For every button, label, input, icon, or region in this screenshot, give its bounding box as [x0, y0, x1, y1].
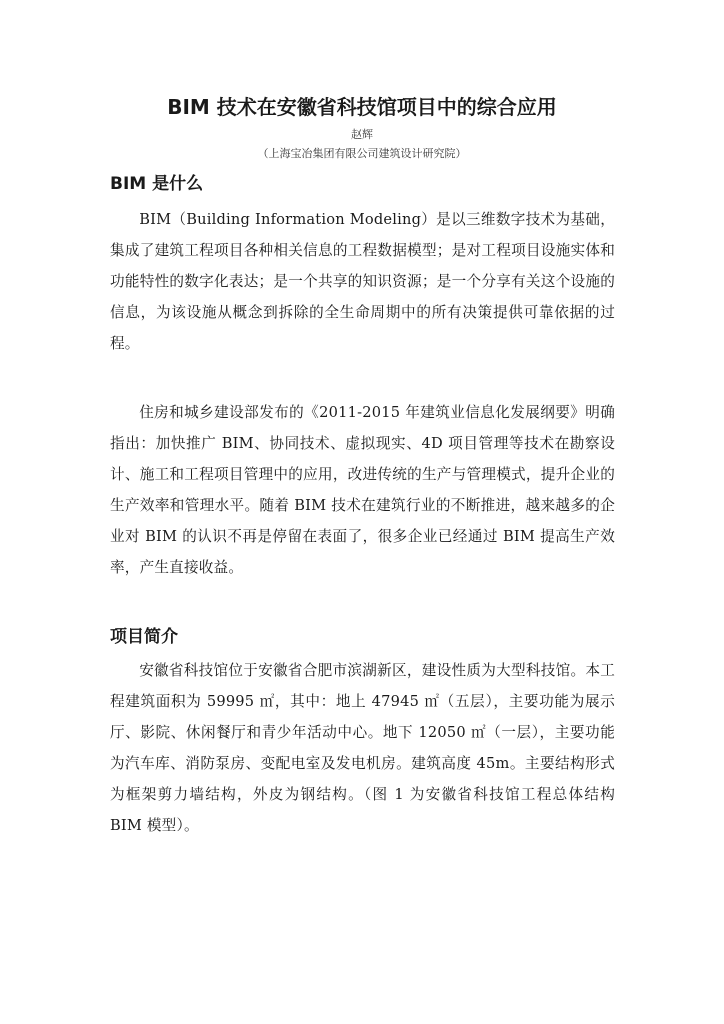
section-paragraph: 住房和城乡建设部发布的《2011-2015 年建筑业信息化发展纲要》明确指出：加快推广 BIM、协同技术、虚拟现实、4D 项目管理等技术在勘察设计、施工和工程项目管理中的应用，改进传统的生产与管理模式，提升企业的生产效率和管理水平。随着 BIM 技术在建筑行业的不断推进，越来越多的企业对 BIM 的认识不再是停留在表面了，很多企业已经通过 BIM 提高生产效率，产生直接收益。: [110, 404, 615, 576]
author-name: 赵辉: [351, 128, 373, 141]
section-paragraph: BIM（Building Information Modeling）是以三维数字技术为基础，集成了建筑工程项目各种相关信息的工程数据模型；是对工程项目设施实体和功能特性的数字化表达；是一个共享的知识资源；是一个分享有关这个设施的信息，为该设施从概念到拆除的全生命周期中的所有决策提供可靠依据的过程。: [110, 211, 615, 352]
section-heading-project-intro: 项目简介: [110, 627, 178, 647]
section-paragraph: 安徽省科技馆位于安徽省合肥市滨湖新区，建设性质为大型科技馆。本工程建筑面积为 59995 ㎡，其中：地上 47945 ㎡（五层），主要功能为展示厅、影院、休闲餐厅和青少年活动中心。地下 12050 ㎡（一层），主要功能为汽车库、消防泵房、变配电室及发电机房。建筑高度 45m。主要结构形式为框架剪力墙结构，外皮为钢结构。（图 1 为安徽省科技馆工程总体结构 BIM 模型）。: [110, 662, 615, 834]
paper-title: BIM 技术在安徽省科技馆项目中的综合应用: [167, 95, 557, 119]
section-heading-what-is-bim: BIM 是什么: [110, 174, 204, 194]
author-affiliation: （上海宝冶集团有限公司建筑设计研究院）: [257, 147, 467, 160]
